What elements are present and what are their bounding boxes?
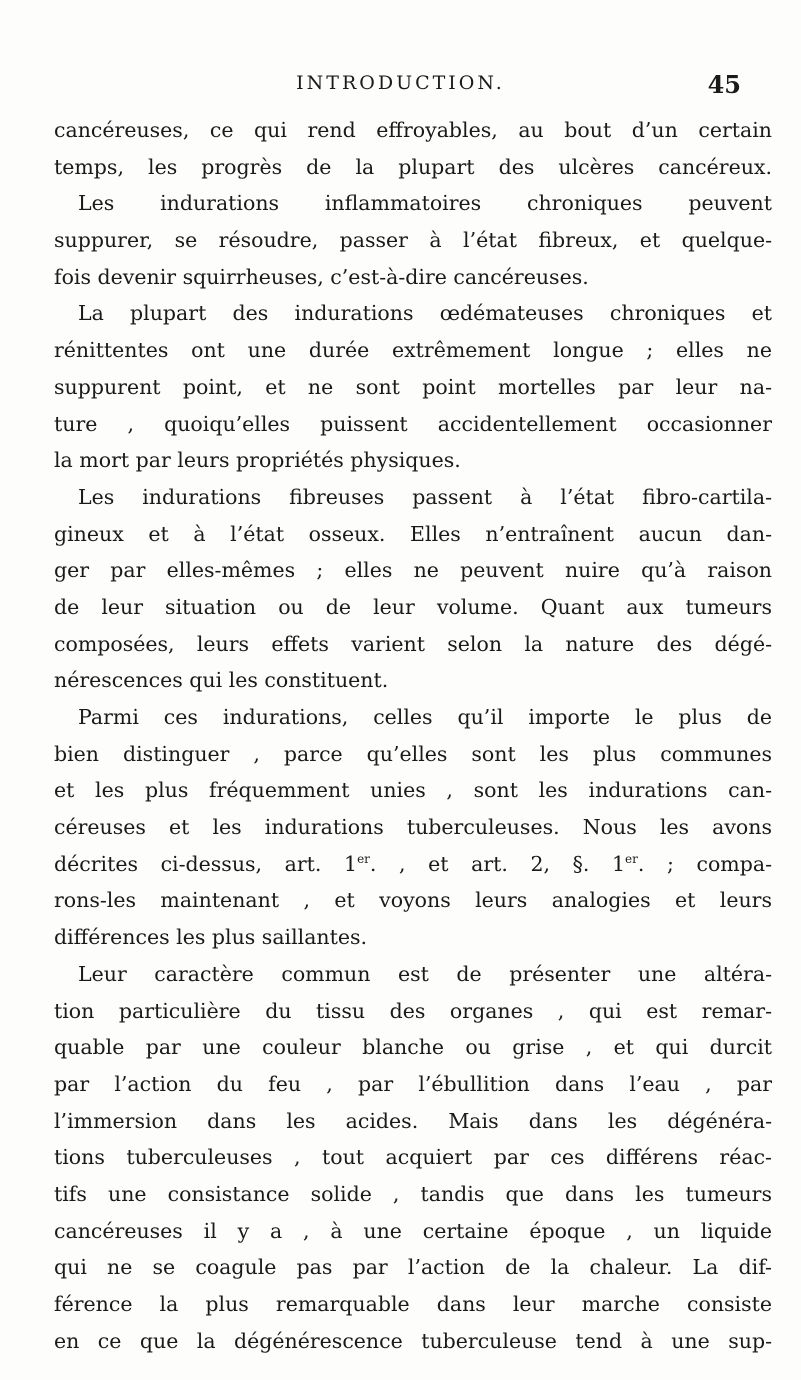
text-line: de leur situation ou de leur volume. Quant aux tumeurs: [54, 594, 772, 619]
text-line: tion particulière du tissu des organes , qui est remar-: [54, 998, 772, 1023]
running-title: INTRODUCTION.: [296, 72, 505, 94]
text-line: la mort par leurs propriétés physiques.: [54, 448, 461, 473]
text-line: Parmi ces indurations, celles qu’il importe le plus de: [78, 705, 772, 729]
text-line: nérescences qui les constituent.: [54, 668, 389, 693]
text-line: par l’action du feu , par l’ébullition dans l’eau , par: [54, 1071, 772, 1096]
text-fragment: . ; compa-: [637, 851, 772, 876]
text-line: suppurent point, et ne sont point mortelles par leur na-: [54, 374, 772, 399]
body-text: [54, 112, 772, 1359]
text-line: tifs une consistance solide , tandis que dans les tumeurs: [54, 1181, 772, 1206]
text-line: Les indurations fibreuses passent à l’état fibro-cartila-: [78, 484, 772, 509]
text-line: rénittentes ont une durée extrêmement longue ; elles ne: [54, 338, 772, 363]
text-line: La plupart des indurations œdémateuses chroniques et: [78, 301, 772, 326]
text-line: en ce que la dégénérescence tuberculeuse tend à une sup-: [54, 1328, 772, 1353]
text-line: férence la plus remarquable dans leur marche consiste: [54, 1292, 772, 1316]
superscript: er: [357, 851, 370, 866]
text-line: composées, leurs effets varient selon la nature des dégé-: [54, 631, 772, 656]
text-line: bien distinguer , parce qu’elles sont les plus communes: [54, 741, 772, 766]
text-line: quable par une couleur blanche ou grise , et qui durcit: [54, 1035, 772, 1060]
text-line: Les indurations inflammatoires chroniques peuvent: [78, 191, 772, 216]
text-line: gineux et à l’état osseux. Elles n’entraînent aucun dan-: [54, 521, 772, 546]
text-line: cancéreuses il y a , à une certaine époque , un liquide: [54, 1218, 772, 1243]
text-line: tions tuberculeuses , tout acquiert par ces différens réac-: [54, 1145, 772, 1170]
text-line: différences les plus saillantes.: [54, 925, 368, 950]
text-line: céreuses et les indurations tuberculeuses. Nous les avons: [54, 815, 772, 840]
text-line: l’immersion dans les acides. Mais dans les dégénéra-: [54, 1108, 772, 1133]
superscript: er: [625, 851, 638, 866]
page-number: 45: [707, 70, 741, 99]
text-line: et les plus fréquemment unies , sont les indurations can-: [54, 778, 772, 803]
text-line: suppurer, se résoudre, passer à l’état fibreux, et quelque-: [54, 228, 772, 253]
running-head: [0, 68, 801, 108]
text-line: temps, les progrès de la plupart des ulcères cancéreux.: [54, 154, 772, 179]
text-fragment: décrites ci-dessus, art. 1: [54, 851, 358, 876]
text-line: cancéreuses, ce qui rend effroyables, au bout d’un certain: [54, 118, 772, 142]
text-line: qui ne se coagule pas par l’action de la chaleur. La dif-: [54, 1255, 772, 1280]
text-line: rons-les maintenant , et voyons leurs analogies et leurs: [54, 888, 772, 913]
text-line: fois devenir squirrheuses, c’est-à-dire cancéreuses.: [54, 264, 589, 289]
text-fragment: . , et art. 2, §. 1: [369, 851, 626, 876]
text-line: ger par elles-mêmes ; elles ne peuvent nuire qu’à raison: [54, 558, 772, 583]
text-line: [54, 846, 772, 883]
text-line: ture , quoiqu’elles puissent accidentellement occasionner: [54, 411, 772, 436]
text-line: Leur caractère commun est de présenter une altéra-: [78, 961, 772, 986]
